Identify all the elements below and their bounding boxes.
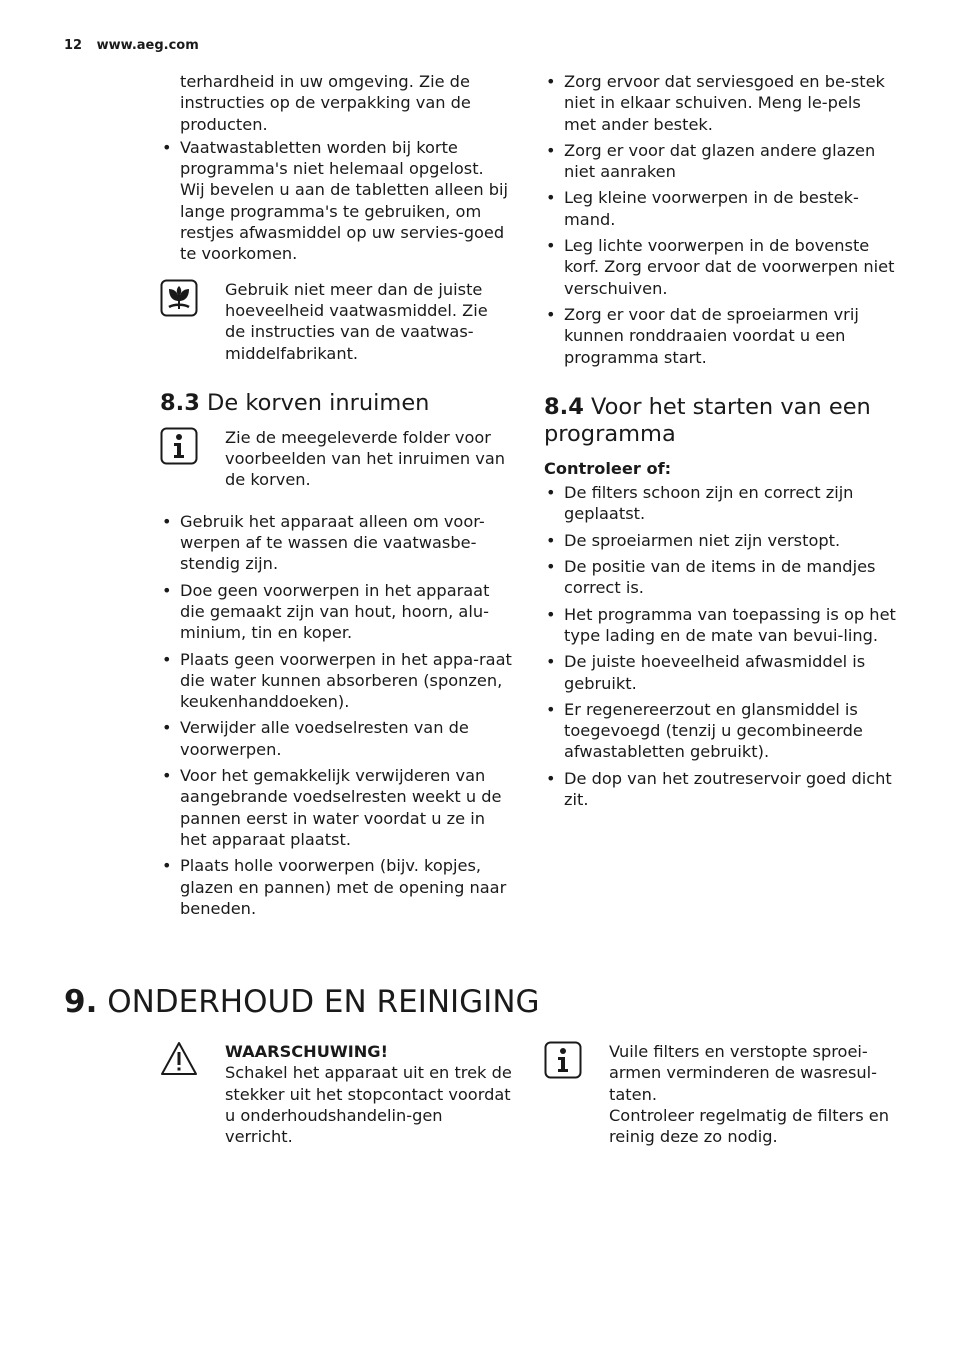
left-bullets-top: [160, 137, 512, 265]
list-item: • Plaats holle voorwerpen (bijv. kopjes, glazen en pannen) met de opening naar beneden.: [160, 855, 512, 919]
list-item: • Gebruik het apparaat alleen om voor-werpen af te wassen die vaatwasbe-stendig zijn.: [160, 511, 512, 575]
section-number: 8.3: [160, 389, 200, 416]
page-number: 12: [64, 38, 83, 53]
right-bullets: [544, 482, 896, 810]
info-note: [160, 427, 512, 491]
list-item: • De filters schoon zijn en correct zijn geplaatst.: [544, 482, 896, 525]
list-item: • Leg lichte voorwerpen in de bovenste korf. Zorg ervoor dat de voorwerpen niet verschuiven.: [544, 235, 896, 299]
page-header: [64, 38, 199, 53]
list-item: • Zorg er voor dat glazen andere glazen niet aanraken: [544, 140, 896, 183]
section-title: De korven inruimen: [207, 389, 430, 416]
list-item: • Verwijder alle voedselresten van de voorwerpen.: [160, 717, 512, 760]
list-item: • Plaats geen voorwerpen in het appa-raat die water kunnen absorberen (sponzen, keukenhanddoeken).: [160, 649, 512, 713]
section-title: ONDERHOUD EN REINIGING: [107, 984, 540, 1020]
warning-text-block: [225, 1041, 512, 1147]
section-9-heading: [64, 982, 540, 1022]
section-title: Voor het starten van een programma: [544, 393, 871, 447]
warning-title: WAARSCHUWING!: [225, 1042, 388, 1061]
warning-note: [160, 1041, 512, 1147]
list-item: • Het programma van toepassing is op het type lading en de mate van bevui-ling.: [544, 604, 896, 647]
subheading: Controleer of:: [544, 458, 672, 478]
list-item: • De dop van het zoutreservoir goed dicht zit.: [544, 768, 896, 811]
list-item: • Zorg ervoor dat serviesgoed en be-stek niet in elkaar schuiven. Meng le-pels met ander bestek.: [544, 71, 896, 135]
list-item: • Zorg er voor dat de sproeiarmen vrij kunnen ronddraaien voordat u een programma start.: [544, 304, 896, 368]
filters-info-line-1: Vuile filters en verstopte sproei-armen verminderen de wasresul-taten.: [609, 1042, 878, 1104]
info-icon: [160, 427, 225, 491]
left-bullets: [160, 511, 512, 919]
list-item: • Voor het gemakkelijk verwijderen van aangebrande voedselresten weekt u de pannen eerst in water voordat u ze in het apparaat plaatst.: [160, 765, 512, 850]
list-item: • De positie van de items in de mandjes correct is.: [544, 556, 896, 599]
right-column: [544, 71, 896, 815]
list-item: • Vaatwastabletten worden bij korte programma's niet helemaal opgelost. Wij bevelen u aan de tabletten alleen bij lange programma's te gebruiken, om restjes afwasmiddel op uw servies-goed te voorkomen.: [160, 137, 512, 265]
eco-leaf-icon: [160, 279, 225, 364]
filters-info-line-2: Controleer regelmatig de filters en reinig deze zo nodig.: [609, 1105, 890, 1147]
intro-text: terhardheid in uw omgeving. Zie de instructies op de verpakking van de producten.: [180, 72, 471, 134]
filters-info-text: [609, 1041, 896, 1147]
list-item: • De juiste hoeveelheid afwasmiddel is gebruikt.: [544, 651, 896, 694]
list-item: • Er regenereerzout en glansmiddel is toegevoegd (tenzij u gecombineerde afwastabletten gebruikt).: [544, 699, 896, 763]
info-note-text: Zie de meegeleverde folder voor voorbeelden van het inruimen van de korven.: [225, 427, 506, 490]
section-8-3-heading: [160, 390, 512, 417]
right-bullets-top: [544, 71, 896, 368]
info-icon: [544, 1041, 609, 1147]
eco-note-text: Gebruik niet meer dan de juiste hoeveelheid vaatwasmiddel. Zie de instructies van de vaatwas-middelfabrikant.: [225, 279, 488, 363]
list-item: • Leg kleine voorwerpen in de bestek-mand.: [544, 187, 896, 230]
filters-info-note: [544, 1041, 896, 1147]
section-number: 9.: [64, 984, 98, 1020]
warning-text: Schakel het apparaat uit en trek de stekker uit het stopcontact voordat u onderhoudshandelin-gen verricht.: [225, 1063, 512, 1147]
list-item: • De sproeiarmen niet zijn verstopt.: [544, 530, 896, 551]
warning-icon: [160, 1041, 225, 1147]
left-column: [160, 71, 512, 924]
list-item: • Doe geen voorwerpen in het apparaat die gemaakt zijn van hout, hoorn, alu-minium, tin en koper.: [160, 580, 512, 644]
eco-note: [160, 279, 512, 364]
section-number: 8.4: [544, 393, 584, 420]
site-url: www.aeg.com: [96, 38, 199, 53]
section-8-4-heading: [544, 394, 896, 448]
